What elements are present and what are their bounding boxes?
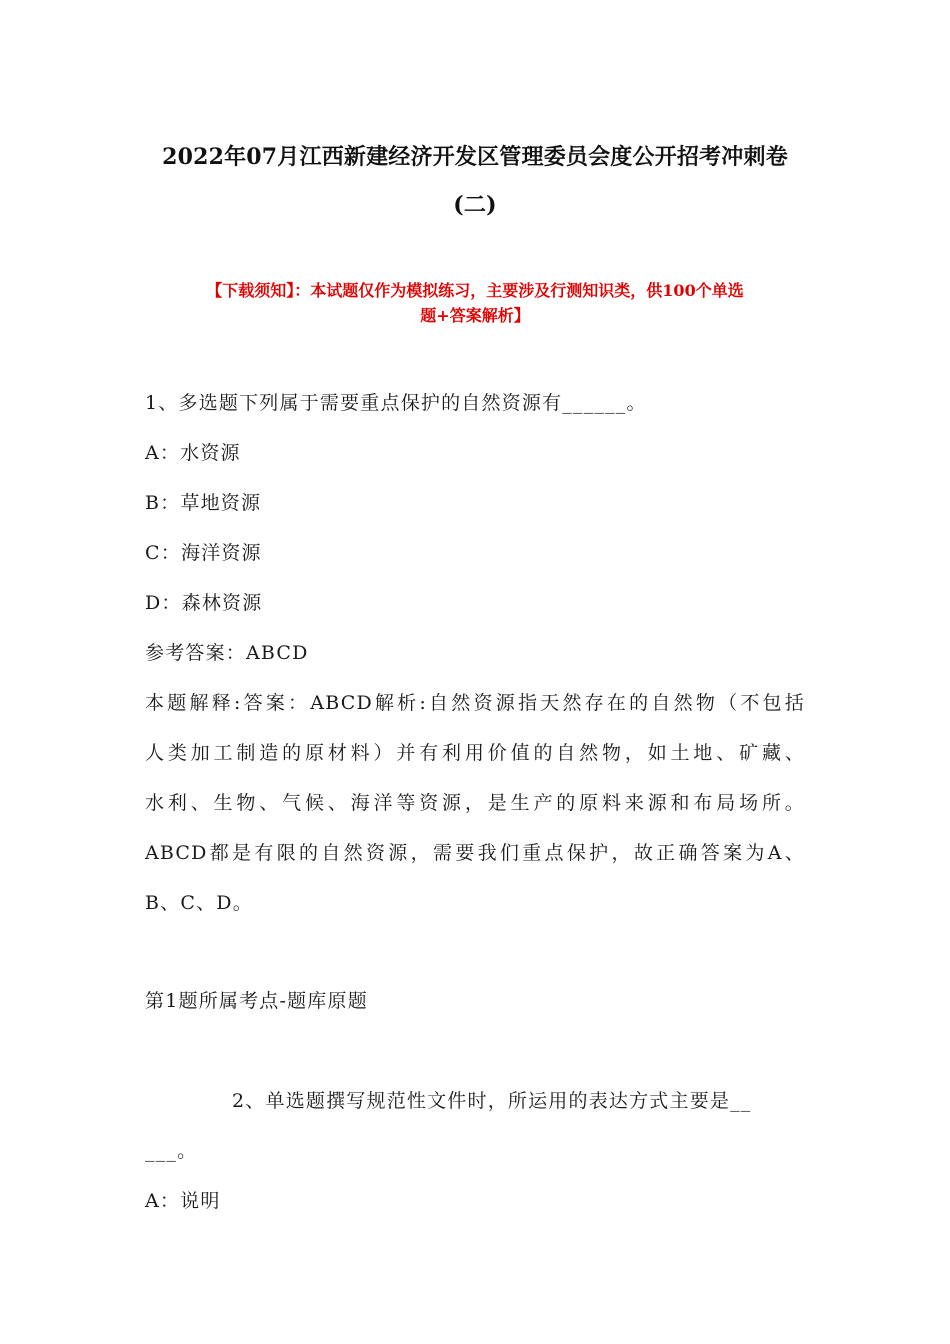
question-1-option-a: A：水资源: [145, 442, 241, 464]
question-1-explanation-line-3: 水利、生物、气候、海洋等资源，是生产的原料来源和布局场所。: [145, 792, 805, 814]
question-2-stem-line-2: ___。: [145, 1140, 198, 1162]
document-title-line-2: (二): [453, 192, 497, 218]
question-1-option-b: B：草地资源: [145, 492, 262, 514]
question-2-stem-line-1: 2、单选题撰写规范性文件时，所运用的表达方式主要是__: [232, 1090, 752, 1112]
question-1-stem: 1、多选题下列属于需要重点保护的自然资源有______。: [145, 392, 647, 414]
question-2-option-a: A：说明: [145, 1190, 221, 1212]
question-1-explanation-line-2: 人类加工制造的原材料）并有利用价值的自然物，如土地、矿藏、: [145, 742, 805, 764]
document-title-line-1: 2022年07月江西新建经济开发区管理委员会度公开招考冲刺卷: [162, 144, 788, 170]
question-1-explanation-line-4: ABCD都是有限的自然资源，需要我们重点保护，故正确答案为A、: [145, 842, 805, 864]
question-1-option-c: C：海洋资源: [145, 542, 262, 564]
download-notice-line-2: 题+答案解析】: [420, 306, 530, 325]
question-1-topic: 第1题所属考点-题库原题: [145, 990, 368, 1012]
question-1-answer: 参考答案：ABCD: [145, 642, 309, 664]
question-1-explanation-line-1: 本题解释:答案：ABCD解析:自然资源指天然存在的自然物（不包括: [145, 692, 805, 714]
download-notice-line-1: 【下载须知】：本试题仅作为模拟练习，主要涉及行测知识类，供100个单选: [206, 281, 744, 300]
question-1-option-d: D：森林资源: [145, 592, 263, 614]
question-1-explanation-line-5: B、C、D。: [145, 892, 253, 914]
